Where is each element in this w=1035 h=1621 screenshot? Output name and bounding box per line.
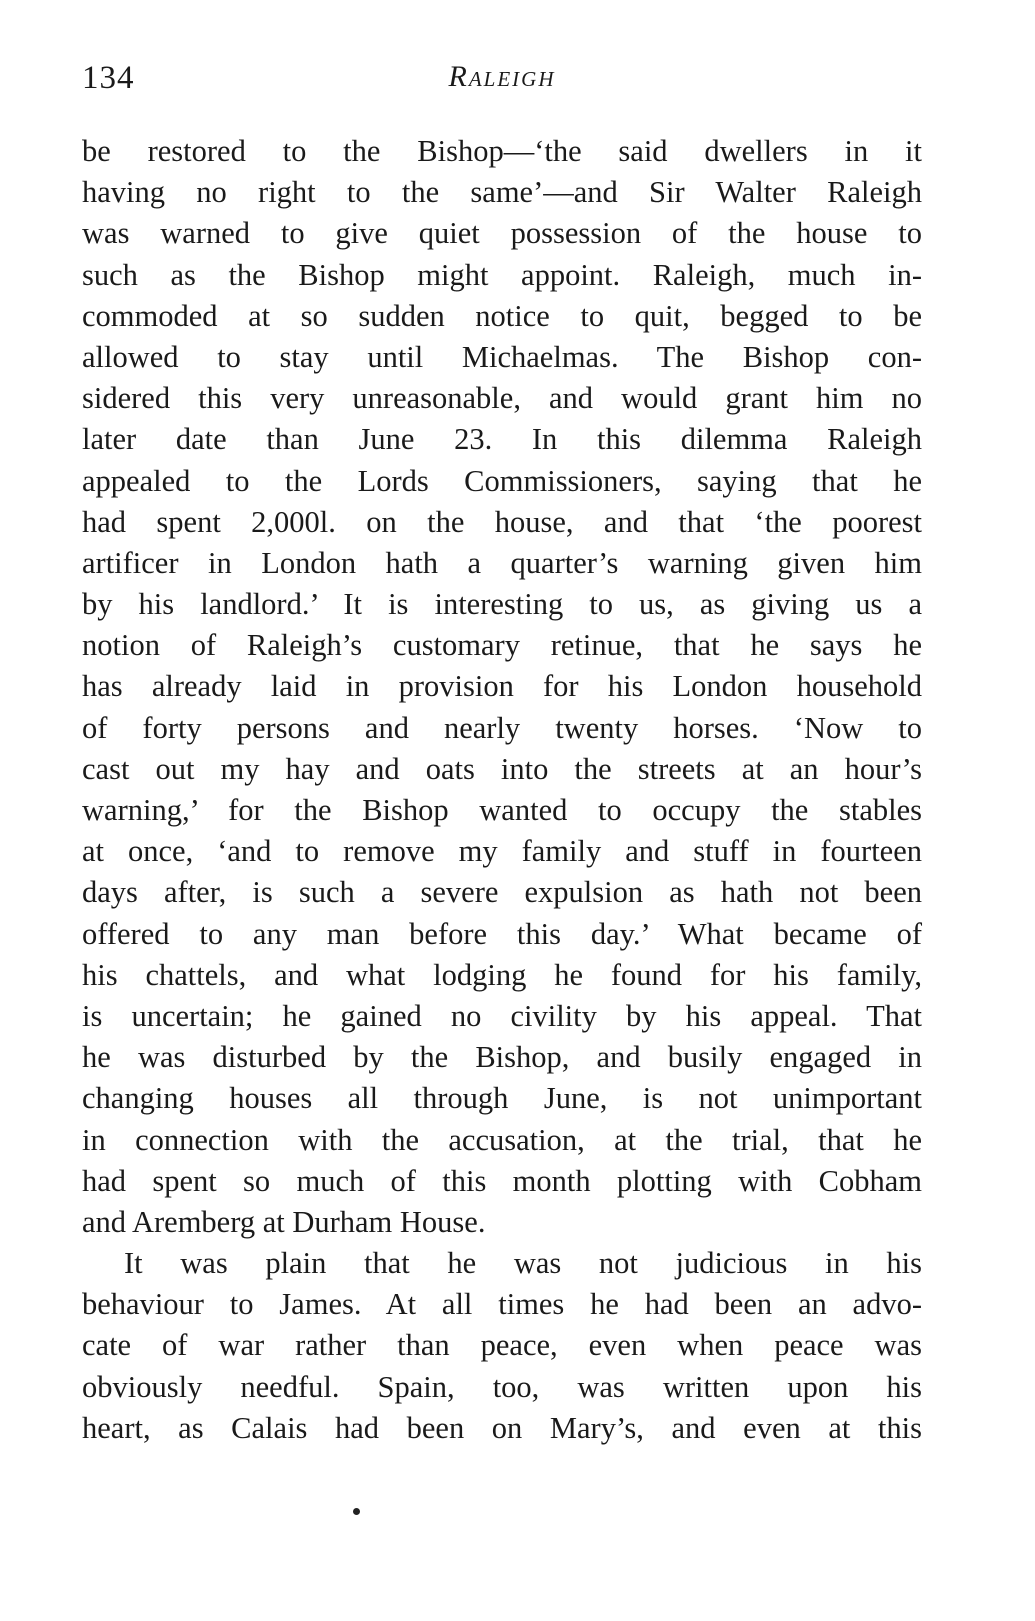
- text-line: be restored to the Bishop—‘the said dwellers in it: [82, 134, 922, 168]
- text-line: appealed to the Lords Commissioners, saying that he: [82, 463, 922, 498]
- text-line: his chattels, and what lodging he found for his family,: [82, 957, 922, 992]
- text-line: having no right to the same’—and Sir Walter Raleigh: [82, 175, 922, 210]
- paragraph: [82, 131, 922, 1243]
- body-text: [82, 131, 922, 1449]
- text-line: cate of war rather than peace, even when peace was: [82, 1328, 922, 1363]
- text-line: in connection with the accusation, at the trial, that he: [82, 1122, 922, 1157]
- text-line: cast out my hay and oats into the streets at an hour’s: [82, 751, 922, 786]
- text-line: at once, ‘and to remove my family and stuff in fourteen: [82, 834, 922, 869]
- paragraph: [82, 1243, 922, 1449]
- text-line: commoded at so sudden notice to quit, begged to be: [82, 298, 922, 333]
- text-line: was warned to give quiet possession of the house to: [82, 216, 922, 251]
- text-line: of forty persons and nearly twenty horses. ‘Now to: [82, 710, 922, 745]
- text-line: behaviour to James. At all times he had been an advo-: [82, 1287, 922, 1322]
- text-line: warning,’ for the Bishop wanted to occupy the stables: [82, 793, 922, 827]
- text-line: sidered this very unreasonable, and would grant him no: [82, 381, 922, 416]
- text-line: offered to any man before this day.’ What became of: [82, 916, 922, 951]
- text-line: such as the Bishop might appoint. Raleigh, much in-: [82, 257, 922, 292]
- text-line: heart, as Calais had been on Mary’s, and even at this: [82, 1410, 922, 1445]
- text-line: has already laid in provision for his London household: [82, 669, 922, 704]
- text-line: and Aremberg at Durham House.: [82, 1204, 486, 1239]
- text-line: obviously needful. Spain, too, was written upon his: [82, 1369, 922, 1404]
- text-line: had spent so much of this month plotting with Cobham: [82, 1163, 922, 1198]
- running-title: Raleigh: [448, 60, 556, 93]
- text-line: he was disturbed by the Bishop, and busily engaged in: [82, 1040, 922, 1075]
- text-line: is uncertain; he gained no civility by his appeal. That: [82, 998, 922, 1033]
- text-line: had spent 2,000l. on the house, and that ‘the poorest: [82, 504, 922, 539]
- text-line: changing houses all through June, is not unimportant: [82, 1081, 922, 1116]
- running-head: [82, 60, 922, 106]
- text-line: days after, is such a severe expulsion as hath not been: [82, 875, 922, 910]
- text-line: It was plain that he was not judicious in his: [124, 1246, 922, 1281]
- text-line: artificer in London hath a quarter’s warning given him: [82, 545, 922, 580]
- page-number: 134: [82, 60, 135, 96]
- signature-mark: [353, 1508, 360, 1515]
- text-line: allowed to stay until Michaelmas. The Bishop con-: [82, 339, 922, 374]
- text-line: notion of Raleigh’s customary retinue, that he says he: [82, 628, 922, 663]
- text-line: by his landlord.’ It is interesting to us, as giving us a: [82, 587, 922, 622]
- text-line: later date than June 23. In this dilemma Raleigh: [82, 422, 922, 457]
